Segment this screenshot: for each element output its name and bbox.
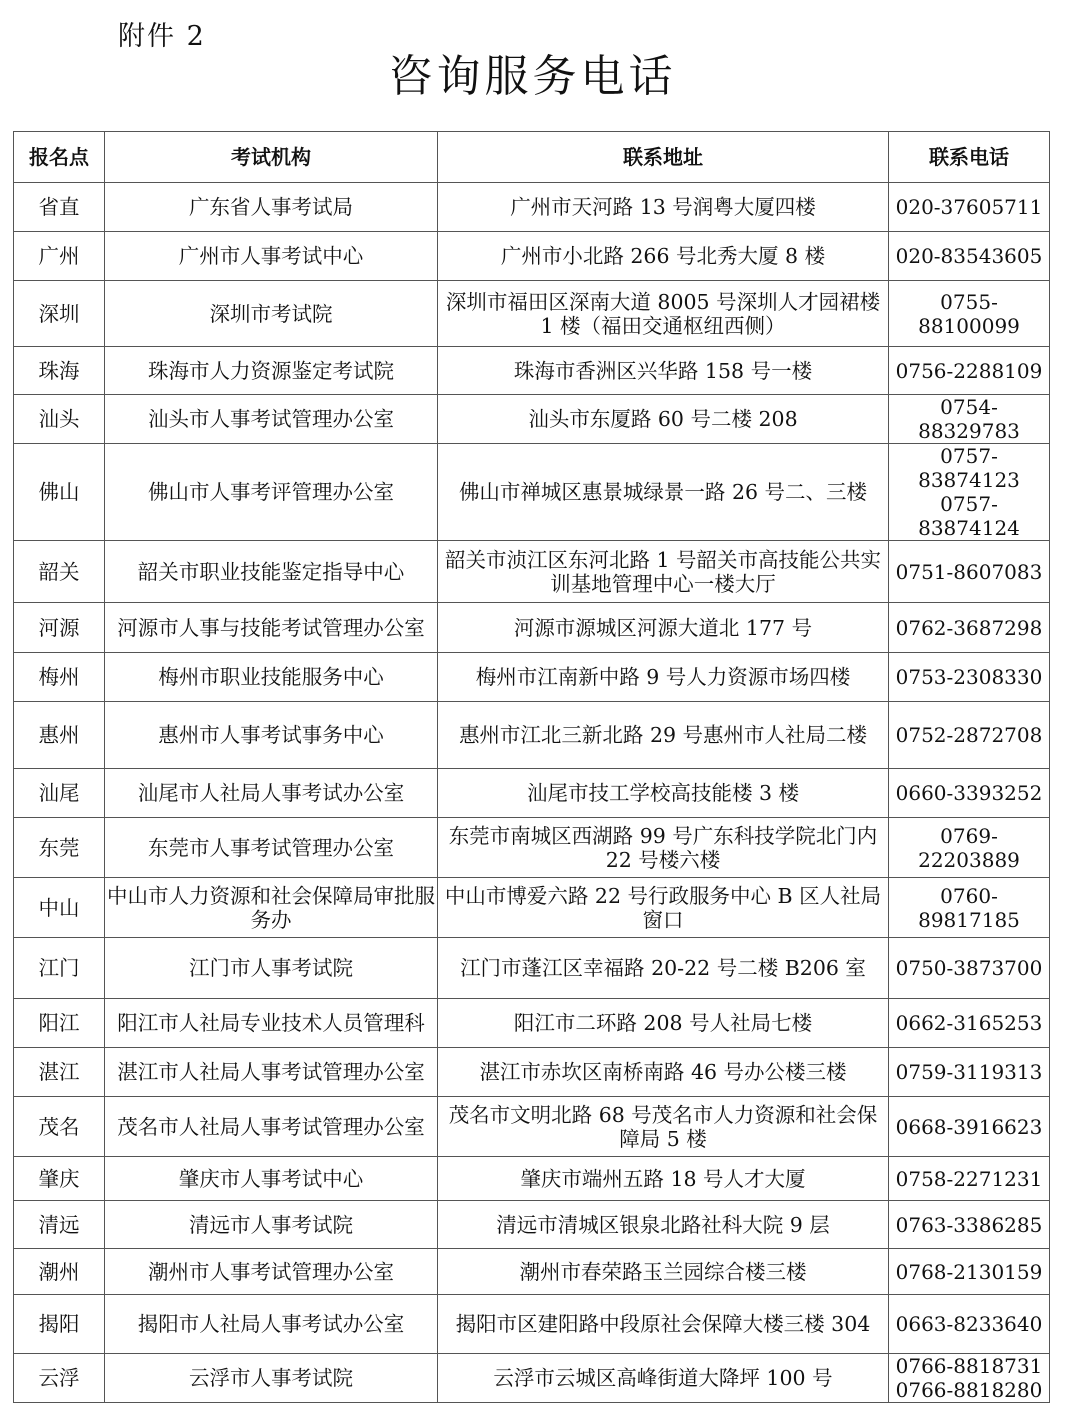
- table-row: [14, 769, 1050, 818]
- cell-site: 广州: [14, 232, 105, 281]
- cell-phone: 0660-3393252: [889, 769, 1050, 818]
- cell-address: 深圳市福田区深南大道 8005 号深圳人才园裙楼 1 楼（福田交通枢纽西侧）: [438, 281, 889, 347]
- cell-phone: 0752-2872708: [889, 702, 1050, 769]
- cell-address: 广州市小北路 266 号北秀大厦 8 楼: [438, 232, 889, 281]
- cell-address: 云浮市云城区高峰街道大降坪 100 号: [438, 1354, 889, 1403]
- table-row: [14, 444, 1050, 541]
- cell-address: 揭阳市区建阳路中段原社会保障大楼三楼 304: [438, 1295, 889, 1354]
- cell-org: 清远市人事考试院: [105, 1201, 438, 1249]
- cell-org: 东莞市人事考试管理办公室: [105, 818, 438, 878]
- table-row: [14, 1097, 1050, 1157]
- cell-address: 佛山市禅城区惠景城绿景一路 26 号二、三楼: [438, 444, 889, 541]
- cell-org: 佛山市人事考评管理办公室: [105, 444, 438, 541]
- cell-phone: 0754-88329783: [889, 395, 1050, 444]
- cell-phone: 0762-3687298: [889, 603, 1050, 653]
- cell-site: 省直: [14, 183, 105, 232]
- cell-address: 珠海市香洲区兴华路 158 号一楼: [438, 347, 889, 395]
- cell-address: 梅州市江南新中路 9 号人力资源市场四楼: [438, 653, 889, 702]
- table-header-row: [14, 132, 1050, 183]
- cell-org: 湛江市人社局人事考试管理办公室: [105, 1048, 438, 1097]
- header-phone: 联系电话: [889, 132, 1050, 183]
- cell-site: 清远: [14, 1201, 105, 1249]
- cell-address: 江门市蓬江区幸福路 20-22 号二楼 B206 室: [438, 938, 889, 999]
- cell-site: 江门: [14, 938, 105, 999]
- cell-site: 肇庆: [14, 1157, 105, 1201]
- cell-address: 茂名市文明北路 68 号茂名市人力资源和社会保障局 5 楼: [438, 1097, 889, 1157]
- cell-site: 梅州: [14, 653, 105, 702]
- table-row: [14, 541, 1050, 603]
- cell-address: 河源市源城区河源大道北 177 号: [438, 603, 889, 653]
- table-row: [14, 999, 1050, 1048]
- cell-address: 阳江市二环路 208 号人社局七楼: [438, 999, 889, 1048]
- cell-site: 云浮: [14, 1354, 105, 1403]
- cell-site: 汕尾: [14, 769, 105, 818]
- cell-org: 汕头市人事考试管理办公室: [105, 395, 438, 444]
- cell-address: 清远市清城区银泉北路社科大院 9 层: [438, 1201, 889, 1249]
- cell-site: 韶关: [14, 541, 105, 603]
- cell-site: 湛江: [14, 1048, 105, 1097]
- header-site: 报名点: [14, 132, 105, 183]
- cell-org: 潮州市人事考试管理办公室: [105, 1249, 438, 1295]
- cell-phone: 0756-2288109: [889, 347, 1050, 395]
- cell-site: 揭阳: [14, 1295, 105, 1354]
- cell-site: 惠州: [14, 702, 105, 769]
- table-row: [14, 1201, 1050, 1249]
- cell-org: 惠州市人事考试事务中心: [105, 702, 438, 769]
- cell-site: 汕头: [14, 395, 105, 444]
- cell-phone: 0751-8607083: [889, 541, 1050, 603]
- cell-phone: 0750-3873700: [889, 938, 1050, 999]
- cell-org: 深圳市考试院: [105, 281, 438, 347]
- cell-site: 潮州: [14, 1249, 105, 1295]
- cell-site: 中山: [14, 878, 105, 938]
- table-row: [14, 183, 1050, 232]
- table-row: [14, 347, 1050, 395]
- cell-site: 东莞: [14, 818, 105, 878]
- table-row: [14, 1249, 1050, 1295]
- table-row: [14, 878, 1050, 938]
- cell-site: 河源: [14, 603, 105, 653]
- cell-phone: 0758-2271231: [889, 1157, 1050, 1201]
- cell-phone: 0759-3119313: [889, 1048, 1050, 1097]
- cell-address: 潮州市春荣路玉兰园综合楼三楼: [438, 1249, 889, 1295]
- cell-org: 阳江市人社局专业技术人员管理科: [105, 999, 438, 1048]
- cell-address: 惠州市江北三新北路 29 号惠州市人社局二楼: [438, 702, 889, 769]
- cell-phone: 0763-3386285: [889, 1201, 1050, 1249]
- cell-phone: 020-83543605: [889, 232, 1050, 281]
- cell-phone: 0663-8233640: [889, 1295, 1050, 1354]
- cell-phone: 020-37605711: [889, 183, 1050, 232]
- cell-phone: 0766-8818731 0766-8818280: [889, 1354, 1050, 1403]
- cell-address: 中山市博爱六路 22 号行政服务中心 B 区人社局窗口: [438, 878, 889, 938]
- cell-phone: 0760-89817185: [889, 878, 1050, 938]
- cell-site: 茂名: [14, 1097, 105, 1157]
- cell-org: 肇庆市人事考试中心: [105, 1157, 438, 1201]
- table-row: [14, 818, 1050, 878]
- cell-org: 云浮市人事考试院: [105, 1354, 438, 1403]
- cell-phone: 0757-83874123 0757-83874124: [889, 444, 1050, 541]
- cell-org: 中山市人力资源和社会保障局审批服务办: [105, 878, 438, 938]
- cell-org: 广东省人事考试局: [105, 183, 438, 232]
- table-row: [14, 653, 1050, 702]
- cell-phone: 0662-3165253: [889, 999, 1050, 1048]
- table-row: [14, 395, 1050, 444]
- cell-org: 河源市人事与技能考试管理办公室: [105, 603, 438, 653]
- cell-org: 茂名市人社局人事考试管理办公室: [105, 1097, 438, 1157]
- cell-address: 汕头市东厦路 60 号二楼 208: [438, 395, 889, 444]
- table-row: [14, 1048, 1050, 1097]
- cell-phone: 0755-88100099: [889, 281, 1050, 347]
- cell-address: 汕尾市技工学校高技能楼 3 楼: [438, 769, 889, 818]
- cell-address: 湛江市赤坎区南桥南路 46 号办公楼三楼: [438, 1048, 889, 1097]
- table-row: [14, 603, 1050, 653]
- table-row: [14, 281, 1050, 347]
- attachment-label: 附件 2: [118, 21, 206, 52]
- table-row: [14, 702, 1050, 769]
- cell-site: 佛山: [14, 444, 105, 541]
- cell-org: 珠海市人力资源鉴定考试院: [105, 347, 438, 395]
- header-org: 考试机构: [105, 132, 438, 183]
- cell-phone: 0769-22203889: [889, 818, 1050, 878]
- cell-site: 珠海: [14, 347, 105, 395]
- cell-phone: 0668-3916623: [889, 1097, 1050, 1157]
- contact-table: [13, 131, 1050, 1403]
- cell-org: 梅州市职业技能服务中心: [105, 653, 438, 702]
- cell-address: 肇庆市端州五路 18 号人才大厦: [438, 1157, 889, 1201]
- cell-org: 汕尾市人社局人事考试办公室: [105, 769, 438, 818]
- table-row: [14, 232, 1050, 281]
- cell-org: 江门市人事考试院: [105, 938, 438, 999]
- cell-address: 东莞市南城区西湖路 99 号广东科技学院北门内 22 号楼六楼: [438, 818, 889, 878]
- cell-org: 揭阳市人社局人事考试办公室: [105, 1295, 438, 1354]
- cell-address: 广州市天河路 13 号润粤大厦四楼: [438, 183, 889, 232]
- cell-site: 深圳: [14, 281, 105, 347]
- table-row: [14, 1354, 1050, 1403]
- cell-phone: 0753-2308330: [889, 653, 1050, 702]
- page-title: 咨询服务电话: [388, 51, 677, 102]
- cell-phone: 0768-2130159: [889, 1249, 1050, 1295]
- table-row: [14, 1157, 1050, 1201]
- table-row: [14, 1295, 1050, 1354]
- table-row: [14, 938, 1050, 999]
- cell-org: 韶关市职业技能鉴定指导中心: [105, 541, 438, 603]
- header-address: 联系地址: [438, 132, 889, 183]
- cell-address: 韶关市浈江区东河北路 1 号韶关市高技能公共实训基地管理中心一楼大厅: [438, 541, 889, 603]
- cell-site: 阳江: [14, 999, 105, 1048]
- cell-org: 广州市人事考试中心: [105, 232, 438, 281]
